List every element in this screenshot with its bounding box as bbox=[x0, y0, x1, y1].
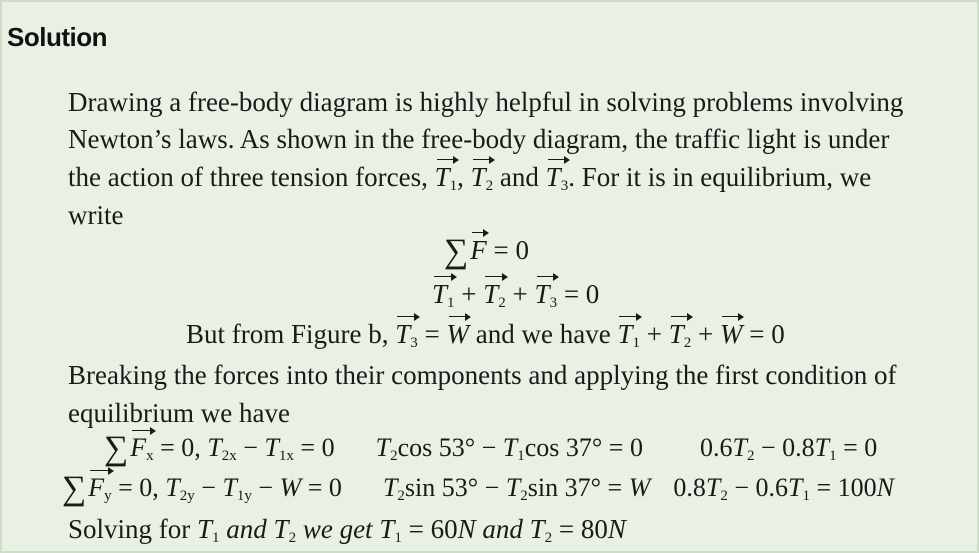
solution-heading: Solution bbox=[7, 22, 107, 52]
y-sin-term2: sin 37° = bbox=[527, 473, 623, 502]
equals-zero-text: = 0 bbox=[749, 319, 785, 349]
y-eq-part2: = 0 bbox=[307, 473, 342, 502]
y-num-unit: N bbox=[876, 473, 894, 502]
t2-term: $T_2$ bbox=[529, 514, 553, 546]
equation-sum-f-rhs: = 0 bbox=[493, 235, 529, 265]
equation-y-components: $\sum F_y$ = 0, $T_{2y} - T_{1y} - W = 0$ $T_2\sin$ $53^\circ - T_2\sin$ 37° = W $0.8T_2 - 0.6T_1 = 100N$ bbox=[62, 472, 894, 512]
vector-t3: $T_3$ bbox=[535, 279, 558, 309]
y-num-coef2: − 0.6 bbox=[734, 473, 788, 502]
we-get-text: we get bbox=[302, 514, 373, 544]
x-cos-term2: cos 37° = 0 bbox=[524, 433, 643, 462]
t2-term: $T_2$ bbox=[382, 473, 405, 504]
vector-w: W bbox=[720, 319, 743, 349]
t2-term: $T_2$ bbox=[705, 473, 728, 504]
vector-t1: $T_1$ bbox=[617, 319, 640, 349]
w-term: W bbox=[279, 473, 302, 502]
conclusion-line bbox=[68, 513, 626, 553]
y-num-rhs: = 100 bbox=[816, 473, 877, 502]
vector-t1: $T_1$ bbox=[432, 279, 455, 309]
t1-term: $T_1$ bbox=[814, 433, 837, 464]
x-num-coef1: 0.6 bbox=[699, 433, 733, 462]
t2-value: = 80 bbox=[558, 514, 608, 544]
t1-term: $T_1$ bbox=[788, 473, 810, 504]
t2-term: $T_2$ bbox=[273, 514, 297, 546]
y-sin-term: sin 53° − bbox=[404, 473, 500, 502]
x-eq-part1: = 0, bbox=[160, 433, 201, 462]
y-num-coef1: 0.8 bbox=[673, 473, 706, 502]
sum-symbol: ∑ bbox=[444, 233, 469, 270]
t2-unit: N bbox=[607, 514, 626, 544]
vector-fx: $F_x$ bbox=[130, 433, 153, 462]
x-cos-term: cos 53° − bbox=[397, 433, 497, 462]
paragraph1-line2: Newton’s laws. As shown in the free-body diagram, the traffic light is under bbox=[68, 124, 890, 154]
t2-term: $T_2$ bbox=[505, 473, 528, 504]
vector-t1: $T_1$ bbox=[435, 162, 458, 192]
vector-t2: $T_2$ bbox=[471, 162, 494, 192]
paragraph1-line3-and: and bbox=[499, 162, 539, 192]
sum-symbol: ∑ bbox=[104, 430, 129, 467]
equation-tensions-sum-rhs: = 0 bbox=[563, 279, 600, 309]
t2x-term: $T_{2x}$ bbox=[207, 433, 237, 464]
t1y-term: $T_{1y}$ bbox=[222, 473, 252, 504]
x-eq-part2: = 0 bbox=[300, 433, 335, 462]
paragraph1-line3-text-c: . For it is in equilibrium, we bbox=[568, 162, 872, 192]
t1-term: $T_1$ bbox=[502, 433, 525, 464]
vector-f: F bbox=[470, 235, 487, 265]
t1-value: = 60 bbox=[408, 514, 458, 544]
t1-unit: N bbox=[457, 514, 476, 544]
equation-sum-f bbox=[444, 234, 529, 268]
and-text: and bbox=[226, 514, 267, 544]
t2y-term: $T_{2y}$ bbox=[165, 473, 195, 504]
paragraph2-line1: Breaking the forces into their components and applying the first condition of bbox=[68, 360, 897, 390]
y-eq-part1: = 0, bbox=[118, 473, 159, 502]
t1-term: $T_1$ bbox=[379, 514, 402, 546]
paragraph1-line4: write bbox=[68, 200, 124, 230]
w-term: W bbox=[628, 473, 651, 502]
vector-t3: $T_3$ bbox=[395, 319, 418, 349]
vector-t2: $T_2$ bbox=[669, 319, 692, 349]
vector-fy: $F_y$ bbox=[88, 473, 111, 502]
paragraph1-line3-text-a: the action of three tension forces, bbox=[68, 162, 428, 192]
x-num-coef2: − 0.8 bbox=[760, 433, 815, 462]
equation-x-components: $\sum F_x$ = 0, $T_{2x} - T_{1x} = 0$ $T_2\cos$ $53^\circ - T_1\cos$ 37° = 0 $0.6T_2 - 0.8T_1 = 0$ bbox=[104, 432, 877, 472]
t2-term: $T_2$ bbox=[732, 433, 755, 464]
but-from-text: But from Figure b, bbox=[186, 319, 389, 349]
x-num-rhs: = 0 bbox=[843, 433, 878, 462]
sum-symbol: ∑ bbox=[62, 470, 87, 507]
and-we-have-text: and we have bbox=[475, 319, 611, 349]
t1x-term: $T_{1x}$ bbox=[264, 433, 294, 464]
paragraph2-line2: equilibrium we have bbox=[68, 398, 290, 428]
vector-t2: $T_2$ bbox=[483, 279, 506, 309]
paragraph1-line3: the action of three tension forces, $T_1$ , $T_2$ and $T_3$ . For it is in equilibrium, we bbox=[68, 161, 871, 202]
vector-t3: $T_3$ bbox=[546, 162, 569, 192]
paragraph1-line1: Drawing a free-body diagram is highly helpful in solving problems involving bbox=[68, 87, 904, 117]
solving-for-text: Solving for bbox=[68, 514, 191, 544]
vector-w: W bbox=[447, 319, 470, 349]
t2-term: $T_2$ bbox=[375, 433, 398, 464]
equation-tensions-sum: $T_1$ + $T_2$ + $T_3$ = 0 bbox=[432, 278, 599, 319]
equation-figure-b: But from Figure b, $T_3$ = W and we have $T_1$ + $T_2$ + W = 0 bbox=[186, 318, 785, 359]
t1-term: $T_1$ bbox=[197, 514, 220, 546]
and-text-2: and bbox=[482, 514, 523, 544]
